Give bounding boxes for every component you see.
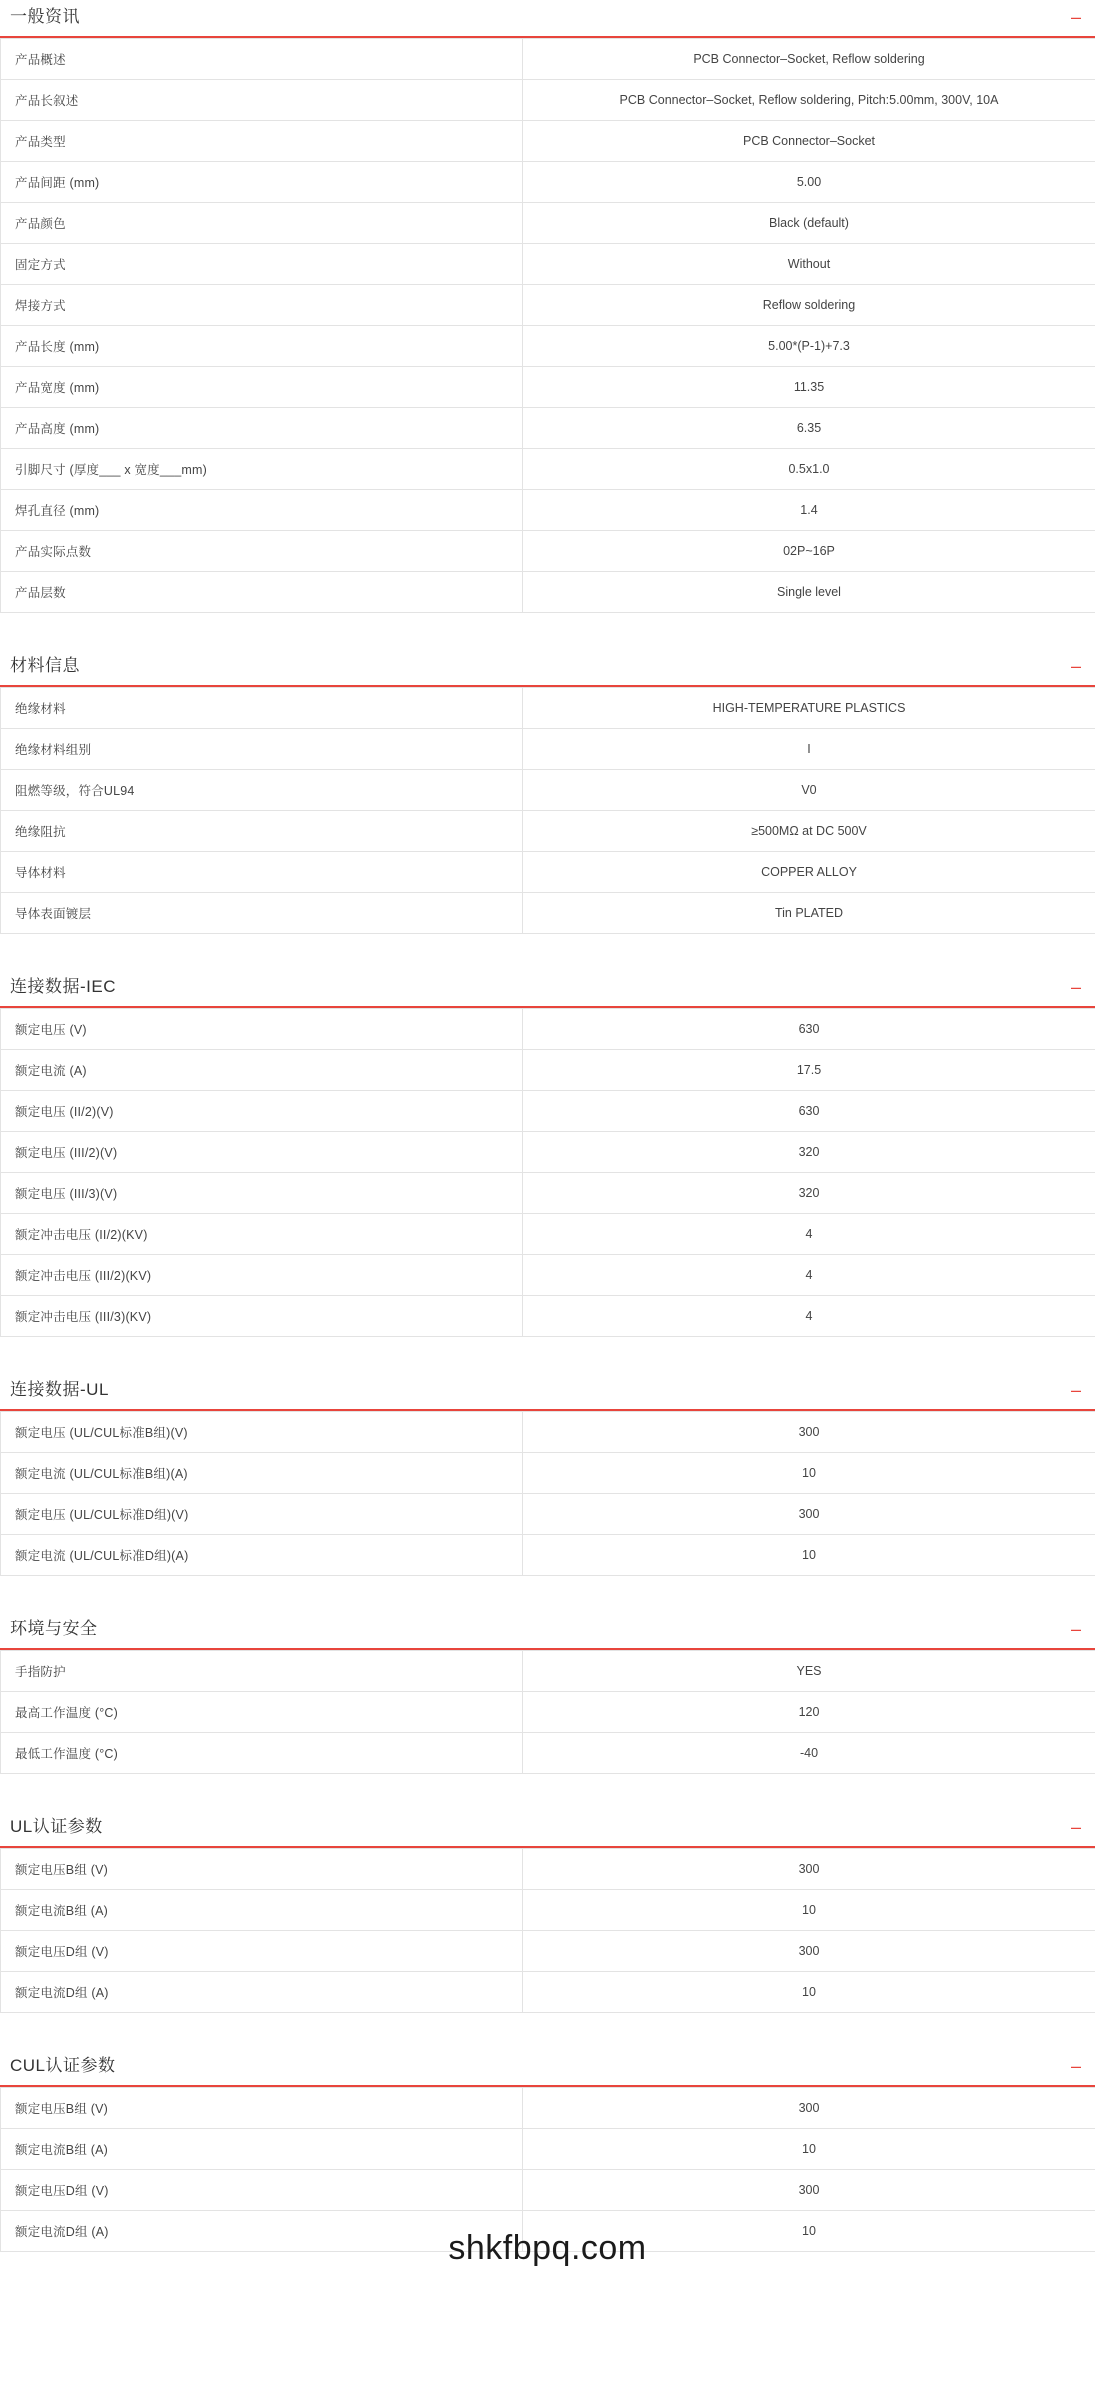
table-row — [1, 1255, 1095, 1296]
table-row — [1, 1412, 1095, 1453]
spec-value: PCB Connector–Socket, Reflow soldering, Pitch:5.00mm, 300V, 10A — [523, 80, 1095, 121]
spec-label: 额定冲击电压 (III/2)(KV) — [1, 1255, 523, 1296]
spec-value: 10 — [523, 2129, 1095, 2170]
spec-section — [0, 2055, 1095, 2252]
table-row — [1, 2088, 1095, 2129]
spec-section — [0, 1379, 1095, 1576]
spec-value: 320 — [523, 1132, 1095, 1173]
section-spacer — [0, 1774, 1095, 1816]
table-row — [1, 1651, 1095, 1692]
spec-value: 630 — [523, 1009, 1095, 1050]
collapse-icon[interactable]: – — [1070, 1380, 1081, 1400]
section-title: 连接数据-IEC — [10, 977, 116, 996]
spec-label: 额定电压 (III/3)(V) — [1, 1173, 523, 1214]
collapse-icon[interactable]: – — [1070, 1817, 1081, 1837]
table-row — [1, 162, 1095, 203]
spec-value: YES — [523, 1651, 1095, 1692]
section-header[interactable] — [0, 655, 1095, 687]
spec-label: 产品长叙述 — [1, 80, 523, 121]
table-row — [1, 1132, 1095, 1173]
table-row — [1, 1453, 1095, 1494]
table-row — [1, 1692, 1095, 1733]
collapse-icon[interactable]: – — [1070, 1619, 1081, 1639]
table-row — [1, 1849, 1095, 1890]
spec-label: 额定电流D组 (A) — [1, 1972, 523, 2013]
table-row — [1, 244, 1095, 285]
section-title: 一般资讯 — [10, 7, 80, 26]
spec-table — [0, 38, 1095, 613]
spec-value: I — [523, 729, 1095, 770]
table-row — [1, 1931, 1095, 1972]
table-row — [1, 770, 1095, 811]
spec-section — [0, 0, 1095, 613]
spec-value: 10 — [523, 2211, 1095, 2252]
spec-label: 导体表面镀层 — [1, 893, 523, 934]
table-row — [1, 1296, 1095, 1337]
spec-value: Tin PLATED — [523, 893, 1095, 934]
spec-value: 17.5 — [523, 1050, 1095, 1091]
table-row — [1, 285, 1095, 326]
table-row — [1, 893, 1095, 934]
table-row — [1, 1535, 1095, 1576]
table-row — [1, 1214, 1095, 1255]
spec-value: 630 — [523, 1091, 1095, 1132]
spec-value: PCB Connector–Socket — [523, 121, 1095, 162]
spec-label: 产品颜色 — [1, 203, 523, 244]
spec-value: COPPER ALLOY — [523, 852, 1095, 893]
table-row — [1, 203, 1095, 244]
spec-value: 300 — [523, 2170, 1095, 2211]
spec-label: 额定冲击电压 (III/3)(KV) — [1, 1296, 523, 1337]
table-row — [1, 688, 1095, 729]
table-row — [1, 1890, 1095, 1931]
section-header[interactable] — [0, 976, 1095, 1008]
table-row — [1, 1091, 1095, 1132]
spec-label: 额定电压 (V) — [1, 1009, 523, 1050]
spec-label: 绝缘材料 — [1, 688, 523, 729]
spec-value: 10 — [523, 1890, 1095, 1931]
spec-label: 额定电压 (III/2)(V) — [1, 1132, 523, 1173]
spec-value: 300 — [523, 1849, 1095, 1890]
section-title: UL认证参数 — [10, 1817, 103, 1836]
spec-label: 额定电压D组 (V) — [1, 1931, 523, 1972]
spec-label: 固定方式 — [1, 244, 523, 285]
section-title: 连接数据-UL — [10, 1380, 109, 1399]
collapse-icon[interactable]: – — [1070, 977, 1081, 997]
spec-table — [0, 687, 1095, 934]
spec-label: 产品高度 (mm) — [1, 408, 523, 449]
spec-value: 300 — [523, 1494, 1095, 1535]
spec-table — [0, 1650, 1095, 1774]
section-header[interactable] — [0, 1816, 1095, 1848]
table-row — [1, 2129, 1095, 2170]
table-row — [1, 1173, 1095, 1214]
spec-label: 额定电流 (UL/CUL标准D组)(A) — [1, 1535, 523, 1576]
spec-value: Black (default) — [523, 203, 1095, 244]
spec-value: Without — [523, 244, 1095, 285]
section-spacer — [0, 1576, 1095, 1618]
spec-label: 额定电压 (UL/CUL标准D组)(V) — [1, 1494, 523, 1535]
spec-value: 4 — [523, 1296, 1095, 1337]
table-row — [1, 408, 1095, 449]
spec-section — [0, 1816, 1095, 2013]
table-row — [1, 2170, 1095, 2211]
section-title: 环境与安全 — [10, 1619, 98, 1638]
spec-label: 产品概述 — [1, 39, 523, 80]
spec-value: 5.00*(P-1)+7.3 — [523, 326, 1095, 367]
spec-label: 最高工作温度 (°C) — [1, 1692, 523, 1733]
spec-label: 额定电流B组 (A) — [1, 1890, 523, 1931]
spec-value: 300 — [523, 1931, 1095, 1972]
collapse-icon[interactable]: – — [1070, 2056, 1081, 2076]
spec-label: 绝缘材料组别 — [1, 729, 523, 770]
table-row — [1, 449, 1095, 490]
table-row — [1, 326, 1095, 367]
spec-label: 额定电压B组 (V) — [1, 1849, 523, 1890]
spec-label: 额定电压 (II/2)(V) — [1, 1091, 523, 1132]
spec-label: 额定电流 (A) — [1, 1050, 523, 1091]
spec-value: 1.4 — [523, 490, 1095, 531]
spec-label: 产品层数 — [1, 572, 523, 613]
spec-label: 导体材料 — [1, 852, 523, 893]
spec-value: 02P~16P — [523, 531, 1095, 572]
spec-label: 引脚尺寸 (厚度___ x 宽度___mm) — [1, 449, 523, 490]
table-row — [1, 1733, 1095, 1774]
table-row — [1, 490, 1095, 531]
spec-value: Reflow soldering — [523, 285, 1095, 326]
spec-label: 产品间距 (mm) — [1, 162, 523, 203]
section-spacer — [0, 613, 1095, 655]
section-header[interactable] — [0, 0, 1095, 38]
spec-label: 阻燃等级，符合UL94 — [1, 770, 523, 811]
spec-label: 额定冲击电压 (II/2)(KV) — [1, 1214, 523, 1255]
spec-label: 产品实际点数 — [1, 531, 523, 572]
table-row — [1, 367, 1095, 408]
spec-label: 额定电流B组 (A) — [1, 2129, 523, 2170]
spec-value: 300 — [523, 2088, 1095, 2129]
spec-value: 320 — [523, 1173, 1095, 1214]
section-title: CUL认证参数 — [10, 2056, 116, 2075]
spec-label: 产品宽度 (mm) — [1, 367, 523, 408]
spec-label: 额定电流D组 (A) — [1, 2211, 523, 2252]
table-row — [1, 531, 1095, 572]
section-header[interactable] — [0, 1379, 1095, 1411]
section-header[interactable] — [0, 2055, 1095, 2087]
spec-label: 手指防护 — [1, 1651, 523, 1692]
table-row — [1, 811, 1095, 852]
spec-table — [0, 1848, 1095, 2013]
spec-value: 10 — [523, 1972, 1095, 2013]
spec-value: 4 — [523, 1214, 1095, 1255]
spec-value: 11.35 — [523, 367, 1095, 408]
spec-value: 6.35 — [523, 408, 1095, 449]
table-row — [1, 572, 1095, 613]
watermark-text: shkfbpq.com — [448, 2229, 647, 2267]
table-row — [1, 729, 1095, 770]
collapse-icon[interactable]: – — [1070, 7, 1081, 27]
spec-label: 焊接方式 — [1, 285, 523, 326]
spec-section — [0, 1618, 1095, 1774]
table-row — [1, 1494, 1095, 1535]
spec-value: -40 — [523, 1733, 1095, 1774]
section-title: 材料信息 — [10, 656, 80, 675]
spec-table — [0, 1008, 1095, 1337]
spec-label: 额定电压D组 (V) — [1, 2170, 523, 2211]
table-row — [1, 1972, 1095, 2013]
spec-label: 最低工作温度 (°C) — [1, 1733, 523, 1774]
spec-label: 焊孔直径 (mm) — [1, 490, 523, 531]
table-row — [1, 1009, 1095, 1050]
spec-value: 5.00 — [523, 162, 1095, 203]
spec-label: 产品长度 (mm) — [1, 326, 523, 367]
spec-value: 4 — [523, 1255, 1095, 1296]
table-row — [1, 80, 1095, 121]
table-row — [1, 1050, 1095, 1091]
spec-label: 额定电压 (UL/CUL标准B组)(V) — [1, 1412, 523, 1453]
spec-section — [0, 655, 1095, 934]
section-spacer — [0, 1337, 1095, 1379]
spec-label: 额定电压B组 (V) — [1, 2088, 523, 2129]
section-header[interactable] — [0, 1618, 1095, 1650]
table-row — [1, 39, 1095, 80]
spec-value: 0.5x1.0 — [523, 449, 1095, 490]
spec-label: 额定电流 (UL/CUL标准B组)(A) — [1, 1453, 523, 1494]
spec-table — [0, 2087, 1095, 2252]
spec-section — [0, 976, 1095, 1337]
spec-value: 10 — [523, 1453, 1095, 1494]
section-spacer — [0, 934, 1095, 976]
spec-label: 产品类型 — [1, 121, 523, 162]
collapse-icon[interactable]: – — [1070, 656, 1081, 676]
table-row — [1, 852, 1095, 893]
spec-value: 10 — [523, 1535, 1095, 1576]
spec-table — [0, 1411, 1095, 1576]
spec-value: V0 — [523, 770, 1095, 811]
spec-value: PCB Connector–Socket, Reflow soldering — [523, 39, 1095, 80]
table-row — [1, 121, 1095, 162]
spec-value: 120 — [523, 1692, 1095, 1733]
spec-value: ≥500MΩ at DC 500V — [523, 811, 1095, 852]
spec-value: Single level — [523, 572, 1095, 613]
spec-value: 300 — [523, 1412, 1095, 1453]
spec-label: 绝缘阻抗 — [1, 811, 523, 852]
spec-value: HIGH-TEMPERATURE PLASTICS — [523, 688, 1095, 729]
section-spacer — [0, 2013, 1095, 2055]
